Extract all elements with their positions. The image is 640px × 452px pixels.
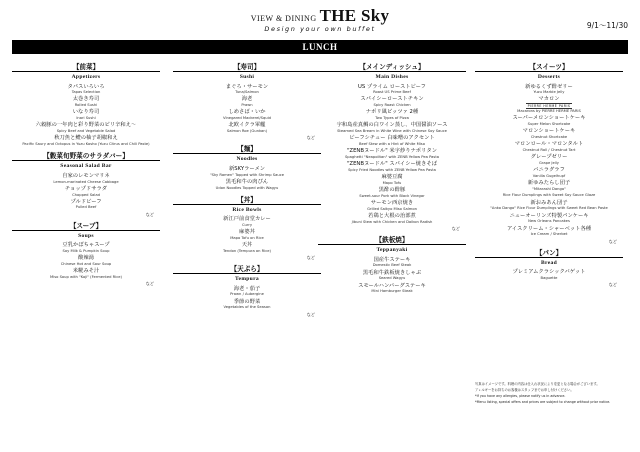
menu-item-name: 天丼 [241, 242, 253, 249]
section-spacer [12, 287, 160, 291]
menu-item-name-en: Pacific Saury and Octopus in Yuzu Kosho (Yuzu Citrus and Chili Paste) [22, 142, 150, 147]
section-title-en: Soups [78, 232, 94, 239]
menu-item-name: ニューオーリンズ特製パンケーキ [509, 212, 589, 219]
menu-column-3 [318, 63, 466, 300]
menu-item-name: 黒毛和牛鉄板焼きしゃぶ [362, 269, 422, 276]
section-title: 【麺】 [237, 145, 257, 154]
menu-item-name: スパイシーローストチキン [360, 96, 424, 103]
menu-item-name-en: Salmon Roe (Gunkan) [226, 129, 268, 134]
menu-item-name: 季節の野菜 [233, 298, 261, 305]
menu-item-name-en: Soy Milk & Pumpkin Soup [62, 248, 110, 253]
section-divider [318, 244, 466, 245]
etc-note: など [306, 255, 315, 261]
menu-item [475, 128, 623, 139]
menu-item-name: "ZENBヌードル" 米字炒りナポリタン [347, 148, 437, 155]
menu-item [173, 96, 321, 107]
menu-item-name-en: Miso Soup with "Koji" (Fermented Rice) [50, 274, 122, 279]
menu-item-name-en: Mapo Tofu [382, 180, 402, 185]
section-divider [475, 257, 623, 258]
section-title-en: Desserts [537, 74, 561, 80]
menu-item-name: 海老 [241, 96, 253, 103]
menu-item-name-en: "Sky Ramen" Topped with Shrimp Sauce [209, 172, 285, 177]
etc-note: など [608, 238, 617, 244]
menu-item [318, 122, 466, 133]
menu-item [318, 200, 466, 211]
menu-item-name: 太巻き寿司 [72, 96, 100, 103]
menu-item-name-en: Chestnut Shortcake [530, 135, 568, 140]
menu-item-name: 宇和島産真鯛の白ワイン蒸し、中国醤油ソース [336, 122, 448, 129]
menu-item-name: マロンショートケーキ [522, 128, 576, 135]
section-divider [12, 230, 160, 231]
menu-item-name-en: Vanilla Gugelhupf [532, 174, 566, 178]
menu-item-name-en: Spaghetti "Neapolitan" with ZENB Yellow Pea Pasta [344, 155, 440, 160]
menu-item-name: マロンロール・マロンタルト [514, 141, 584, 148]
menu-item [12, 109, 160, 120]
menu-item [475, 269, 623, 280]
menu-section [318, 63, 466, 236]
menu-item-name-en: Udon Noodles Topped with Wagyu [215, 185, 279, 190]
menu-section [173, 63, 321, 145]
menu-item-name: 酸辣湯 [78, 255, 94, 262]
menu-item [475, 200, 623, 211]
menu-item-name: しめさば・いか [228, 109, 266, 116]
menu-item-name-en: Tuna/Salmon [235, 90, 259, 95]
menu-item-name: プレミアムクラシックバゲット [512, 269, 586, 276]
menu-item [173, 229, 321, 240]
menu-item-name-en: Mini Hamburger Steak [371, 289, 413, 294]
menu-item [318, 161, 466, 172]
section-title-en: Appetizers [71, 74, 101, 80]
menu-column-4 [475, 63, 623, 292]
menu-item [12, 96, 160, 107]
menu-item-name-en: Prawn [241, 103, 253, 108]
section-title: 【パン】 [535, 248, 563, 257]
menu-section [12, 152, 160, 221]
section-title-en: Sushi [239, 74, 255, 80]
menu-item [475, 96, 623, 113]
menu-item-name: 麻婆丼 [239, 229, 255, 236]
etc-note: など [145, 281, 154, 287]
menu-item-name-en: Rolled Sushi [74, 103, 98, 108]
section-title-en: Tempura [235, 276, 259, 283]
etc-note: など [145, 211, 154, 217]
menu-item-name-en: Steamed Sea Bream in White Wine with Chinese Soy Sauce [337, 129, 447, 134]
section-divider [173, 273, 321, 274]
menu-item-name: チョップドサラダ [64, 185, 108, 192]
menu-item-name: 新ゆるくず酢ゼリー [525, 83, 573, 90]
menu-item [12, 186, 160, 197]
menu-item-name: 麻婆豆腐 [381, 174, 403, 181]
menu-item [12, 122, 160, 133]
note-line: *Menu listing, special offers and prices are subject to change without prior notice. [475, 399, 611, 404]
section-title: 【スイーツ】 [529, 63, 569, 71]
menu-item [12, 173, 160, 184]
menu-item [173, 286, 321, 297]
section-title-en: Teppanyaki [376, 247, 408, 254]
menu-item [475, 141, 623, 152]
menu-item-name-en: Sweet-sour Pork with Black Vinegar [359, 193, 425, 198]
menu-item-name-en: Yuzu Marble Jelly [533, 90, 565, 95]
menu-item-name: スモールハンバーグステーキ [358, 282, 426, 289]
section-spacer [318, 296, 466, 300]
menu-item-name-en: Chopped Salad [72, 192, 100, 197]
menu-section [173, 265, 321, 321]
menu-item-name-en: Prawn / Aubergine [230, 292, 264, 297]
menu-item-name-en: Seared Wagyu [378, 276, 406, 281]
menu-section [318, 236, 466, 299]
section-divider [12, 160, 160, 161]
menu-item [318, 148, 466, 159]
menu-item-name: 豆乳かぼちゃスープ [62, 242, 110, 249]
menu-item [318, 187, 466, 198]
section-spacer [173, 318, 321, 322]
menu-item [12, 242, 160, 253]
section-title: 【スープ】 [69, 221, 103, 230]
menu-item-name: サーモン西京焼き [370, 200, 414, 207]
menu-item-name: "ZENBヌードル" スパイシー焼きそば [347, 161, 437, 168]
menu-item-name: グレープゼリー [530, 154, 568, 161]
menu-item-name: 若鶏と大根の治部煮 [368, 213, 416, 220]
menu-section [173, 196, 321, 265]
menu-column-1 [12, 63, 160, 291]
section-title-en: Seasonal Salad Bar [60, 163, 112, 170]
note-line: アレルギーをお持ちのお客様はスタッフまでお申し付けください。 [475, 387, 574, 392]
menu-item-name: 新SKYラーメン [228, 165, 266, 172]
menu-item [12, 255, 160, 266]
section-title-en: Rice Bowls [232, 206, 262, 213]
menu-item-name-en: Rice Flour Dumplings with Sweet Soy Sauce Glaze [502, 193, 596, 198]
section-title: 【丼】 [237, 195, 257, 204]
note-line: *If you have any allergies, please notify us in advance. [475, 393, 566, 398]
menu-item-name-en: "Mitarashi Dango" [532, 186, 566, 191]
menu-item-name-en: Lemon-marinated Cheese Cabbage [53, 179, 119, 184]
menu-item [318, 135, 466, 146]
menu-item [173, 84, 321, 95]
menu-item-name: 北欧イクラ軍艦 [228, 122, 266, 129]
menu-item [475, 213, 623, 224]
section-divider [173, 71, 321, 72]
menu-item-name: 秋刀魚と鱧の柚子胡椒和え [54, 135, 118, 142]
section-divider [475, 71, 623, 72]
section-title: 【鉄板焼】 [375, 236, 409, 245]
menu-item [318, 257, 466, 268]
menu-item [475, 154, 623, 165]
menu-item [173, 299, 321, 310]
menu-item-name-en: Curry [241, 223, 253, 227]
menu-item-name-en: Super Melon Shortcake [527, 122, 571, 127]
menu-item-name-en: Baguette [540, 275, 558, 280]
menu-item-name-en: Roast US Prime Beef [373, 90, 411, 95]
menu-item [475, 167, 623, 178]
menu-item-name: 新江戸前食堂カレー [223, 216, 271, 223]
menu-item [318, 109, 466, 120]
menu-item [173, 122, 321, 133]
menu-section [475, 249, 623, 292]
etc-note: など [306, 311, 315, 317]
section-title: 【穀菜旬野菜のサラダバー】 [43, 152, 129, 161]
section-title: 【寿司】 [233, 63, 261, 71]
menu-item [318, 174, 466, 185]
etc-note: など [451, 226, 460, 232]
menu-item-name-en: New Orleans Pancakes [528, 219, 570, 224]
menu-item-name-en: Chinese Hot and Sour Soup [60, 261, 112, 266]
menu-item [475, 180, 623, 191]
menu-section [173, 145, 321, 195]
menu-item [475, 84, 623, 95]
menu-item [318, 96, 466, 107]
section-divider [318, 71, 466, 72]
menu-section [475, 63, 623, 249]
menu-item-name: 新おみあん団子 [530, 199, 568, 206]
restaurant-logo [0, 6, 640, 33]
menu-item-name: ナポリ風ピッツァ 2種 [365, 109, 419, 116]
section-divider [173, 153, 321, 154]
menu-item-name-en: Two Types of Pizza [375, 116, 409, 121]
menu-item-name-en: Jibuni Stew with Chicken and Daikon Radish [351, 219, 433, 224]
menu-period: 9/1～11/30 [586, 21, 628, 30]
menu-item [173, 179, 321, 190]
section-title-en: Bread [540, 259, 557, 266]
menu-item [12, 84, 160, 95]
menu-item-name-en: Inari Sushi [76, 116, 96, 121]
menu-item [475, 193, 623, 198]
menu-item-name-en: Vinegared Mackerel/Squid [223, 116, 271, 121]
menu-item-name: 黒酢の酢豚 [378, 187, 406, 194]
menu-item-name-en: Domestic Beef Steak [372, 263, 412, 268]
menu-item-name: まぐろ・サーモン [225, 83, 269, 90]
menu-item-name-en: Mapo Tofu on Rice [230, 235, 264, 240]
menu-item [475, 226, 623, 237]
menu-item-name: 黒毛和牛の肉ぴん [225, 178, 269, 185]
menu-item-name-en: Pulled Beef [75, 205, 97, 210]
menu-item [173, 166, 321, 177]
etc-note: など [608, 282, 617, 288]
menu-item [173, 242, 321, 253]
menu-item-name-en: Chestnut Roll / Chestnut Tart [522, 148, 576, 153]
menu-item-name-en: Vegetables of the Season [223, 305, 271, 310]
menu-section [12, 222, 160, 291]
section-divider [12, 71, 160, 72]
menu-item-name-en: Macarons by PIERRE HERMÉ PARIS [517, 109, 581, 114]
menu-title-bar: LUNCH [12, 40, 628, 54]
logo-name: THE Sky [319, 6, 390, 25]
menu-item-name: スーパーメロンショートケーキ [512, 115, 586, 122]
menu-item-name-en: Tapas Selection [71, 90, 101, 95]
menu-item-name-en: "Anko Dango" Rice Flour Dumplings with Sweet Red Bean Paste [490, 206, 608, 211]
menu-item-name-en: Spicy Roast Chicken [373, 103, 411, 108]
menu-item-name: 海老・茄子 [233, 285, 261, 292]
menu-item-name-en: Grilled Saikyo Miso Salmon [367, 206, 417, 211]
menu-section [12, 63, 160, 152]
menu-item [318, 213, 466, 224]
section-title-en: Noodles [236, 156, 258, 163]
menu-item [12, 135, 160, 146]
menu-item-name-en: Spicy Beef and Vegetable Salad [56, 129, 116, 134]
menu-item-name: ビーフシチュー 白味噌のアクセント [349, 135, 435, 142]
brand-logo: PIERRE HERMÉ PARIS [527, 104, 571, 109]
menu-notes [475, 382, 627, 406]
section-title-en: Main Dishes [375, 74, 409, 80]
section-title: 【前菜】 [72, 63, 100, 71]
menu-item-name: バニラグラフ [533, 167, 565, 174]
menu-item-name: 米糀みそ汁 [72, 268, 100, 275]
section-divider [173, 204, 321, 205]
logo-subtitle: VIEW & DINING [250, 14, 317, 23]
menu-item [318, 283, 466, 294]
menu-item-name: US プライム ローストビーフ [358, 83, 426, 90]
menu-item-name: マカロン [538, 96, 560, 103]
section-title: 【天ぷら】 [230, 265, 264, 274]
menu-item [173, 109, 321, 120]
menu-item-name-en: Tendon (Tempura on Rice) [223, 248, 271, 253]
menu-item-name: 新ゆみたらし団子 [527, 180, 571, 187]
menu-item [173, 216, 321, 227]
section-spacer [475, 288, 623, 292]
menu-column-2 [173, 63, 321, 322]
menu-item-name: 自家のレモンマリネ [62, 172, 110, 179]
menu-item-name-en: Grape Jelly [538, 161, 559, 166]
menu-item [475, 115, 623, 126]
menu-item-name: プルドビーフ [70, 198, 102, 205]
menu-item-name-en: Spicy Fried Noodles with ZENB Yellow Pea Pasta [348, 168, 436, 172]
section-title: 【メインディッシュ】 [359, 63, 425, 71]
menu-item-name: 六穀豚の一年肉と彩り野菜のピリ辛和え～ [35, 122, 137, 129]
menu-item-name: 国産牛ステーキ [373, 256, 411, 263]
menu-item [12, 199, 160, 210]
menu-item-name: タパスいろいろ [67, 83, 105, 90]
page-header [0, 0, 640, 42]
note-line: 写真はイメージです。料理の内容は仕入れ状況により変更となる場合がございます。 [475, 382, 600, 386]
menu-item-name: いなり寿司 [72, 109, 100, 116]
etc-note: など [306, 135, 315, 141]
menu-item [12, 268, 160, 279]
menu-item [318, 270, 466, 281]
menu-item-name-en: Beef Stew with a Hint of White Miso [359, 142, 425, 147]
menu-item-name: アイスクリーム・シャーベット各種 [506, 225, 592, 232]
menu-item [318, 84, 466, 95]
logo-tagline: Design your own buffet [264, 25, 376, 33]
menu-item-name-en: Ice Cream / Sherbet [530, 232, 568, 237]
